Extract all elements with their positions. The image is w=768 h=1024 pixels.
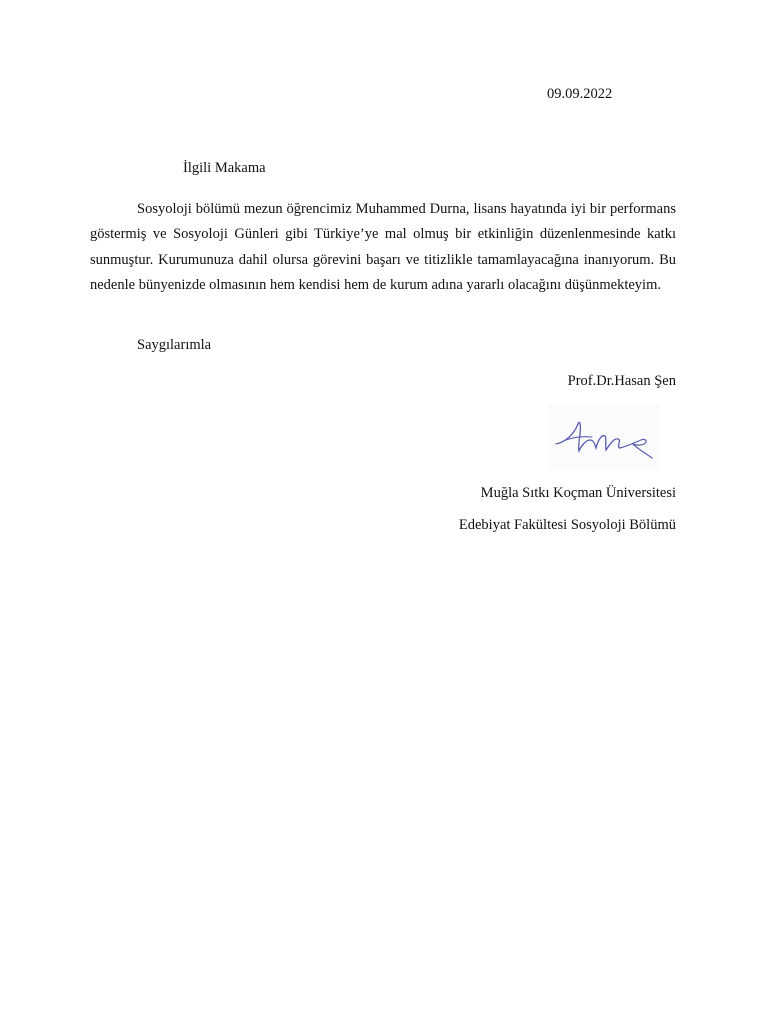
department-name: Edebiyat Fakültesi Sosyoloji Bölümü bbox=[458, 517, 676, 533]
letter-body: Sosyoloji bölümü mezun öğrencimiz Muhammed Durna, lisans hayatında iyi bir performans göstermiş ve Sosyoloji Günleri gibi Türkiye’ye mal olmuş bir etkinliğin düzenlenmesinde katkı sunmuştur. Kurumunuza dahil olursa görevini başarı ve titizlikle tamamlayacağına inanıyorum. Bu nedenle bünyenizde olmasının hem kendisi hem de kurum adına yararlı olacağını düşünmekteyim. bbox=[90, 201, 676, 293]
institution-name: Muğla Sıtkı Koçman Üniversitesi bbox=[480, 485, 676, 501]
signer-name: Prof.Dr.Hasan Şen bbox=[567, 373, 676, 389]
closing: Saygılarımla bbox=[137, 337, 212, 353]
salutation: İlgili Makama bbox=[183, 160, 266, 176]
letter-date: 09.09.2022 bbox=[547, 86, 613, 102]
handwritten-signature bbox=[548, 404, 660, 470]
